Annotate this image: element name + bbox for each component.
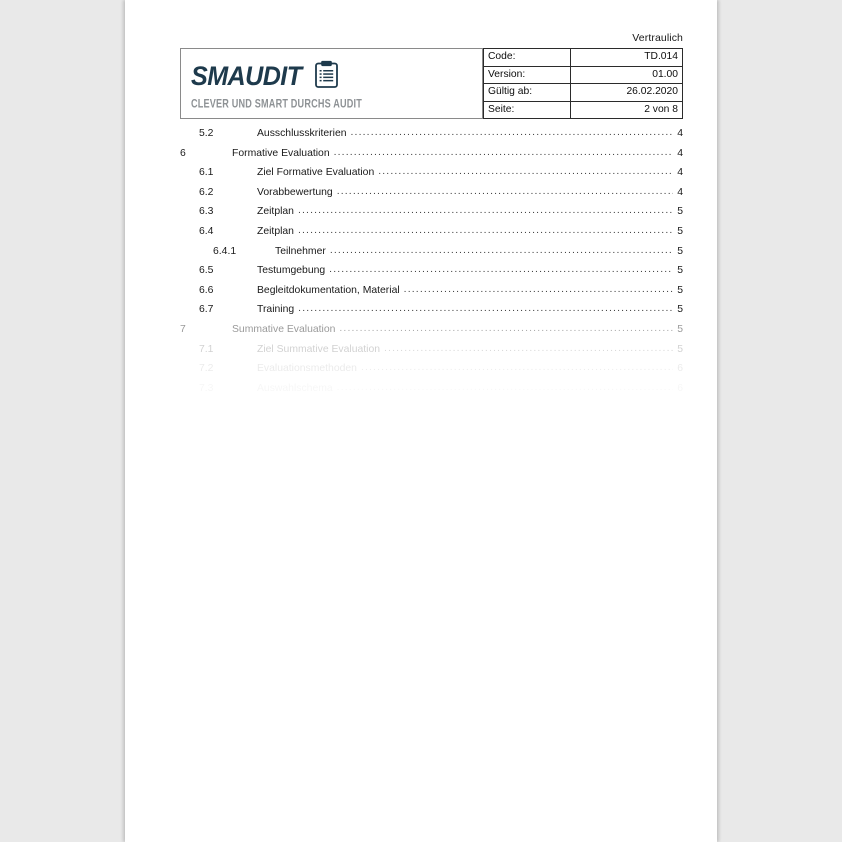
- meta-value-page: 2 von 8: [571, 101, 683, 119]
- toc-leader-dots: [361, 363, 673, 373]
- toc-entry-number: 6: [180, 147, 186, 159]
- meta-value-code: TD.014: [571, 49, 683, 67]
- toc-entry-page: 5: [677, 343, 683, 355]
- toc-entry[interactable]: [180, 167, 683, 187]
- logo-top-row: [191, 60, 338, 93]
- toc-entry[interactable]: [180, 187, 683, 207]
- clipboard-icon: [315, 60, 338, 93]
- toc-entry-title: Ziel Summative Evaluation: [257, 343, 381, 355]
- toc-entry-title: Ausschlusskriterien: [257, 128, 347, 139]
- toc-entry-number: 6.6: [199, 284, 214, 296]
- document-meta-body: [484, 49, 683, 119]
- toc-entry-page: 5: [677, 225, 683, 237]
- toc-leader-dots: [334, 148, 673, 158]
- meta-label-page: Seite:: [484, 101, 571, 119]
- toc-entry-page: 5: [677, 245, 683, 257]
- toc-entry-title: Vorabbewertung: [257, 186, 333, 198]
- toc-entry-number: 6.1: [199, 167, 214, 179]
- document-page: [125, 0, 717, 842]
- toc-entry[interactable]: [180, 304, 683, 324]
- toc-entry-page: [674, 383, 683, 394]
- confidentiality-label: Vertraulich: [632, 32, 683, 44]
- toc-entry-title: [257, 383, 336, 394]
- toc-entry-page: 5: [677, 323, 683, 335]
- toc-entry-title: Ziel Formative Evaluation: [257, 167, 375, 179]
- toc-entry-page: 4: [677, 167, 683, 179]
- toc-entry-page: 6: [677, 363, 683, 375]
- table-of-contents: [180, 128, 683, 402]
- toc-entry-number: 6.5: [199, 265, 214, 277]
- toc-entry-number: 7.1: [199, 343, 214, 355]
- table-row: [484, 84, 683, 102]
- toc-leader-dots: [298, 226, 673, 236]
- toc-entry-title: Formative Evaluation: [232, 147, 330, 159]
- toc-leader-dots: [351, 128, 673, 138]
- toc-entry-page: 4: [677, 186, 683, 198]
- toc-leader-dots: [404, 285, 673, 295]
- toc-leader-dots: [329, 265, 673, 275]
- meta-value-version: 01.00: [571, 66, 683, 84]
- toc-entry[interactable]: [180, 226, 683, 246]
- toc-entry-title: Training: [257, 304, 295, 316]
- document-meta-table: [483, 48, 683, 119]
- toc-entry[interactable]: [180, 383, 683, 403]
- toc-entry-page: 4: [677, 147, 683, 159]
- toc-entry[interactable]: [180, 206, 683, 226]
- toc-entry-number: 6.4.1: [213, 245, 237, 257]
- toc-entry[interactable]: [180, 128, 683, 148]
- meta-label-valid-from: Gültig ab:: [484, 84, 571, 102]
- toc-entry[interactable]: [180, 344, 683, 364]
- brand-logo: [191, 60, 367, 110]
- document-header: [180, 48, 683, 119]
- logo-wordmark: SMAUDIT: [191, 61, 302, 91]
- toc-leader-dots: [337, 383, 673, 393]
- table-row: [484, 49, 683, 67]
- toc-leader-dots: [339, 324, 673, 334]
- toc-entry-title: Summative Evaluation: [232, 323, 336, 335]
- toc-entry[interactable]: [180, 363, 683, 383]
- toc-entry[interactable]: [180, 265, 683, 285]
- toc-entry-number: 6.3: [199, 206, 214, 218]
- table-row: [484, 66, 683, 84]
- toc-entry-number: [199, 383, 257, 394]
- toc-entry-number: 7: [180, 323, 186, 335]
- toc-entry-number: 5.2: [199, 128, 214, 139]
- toc-entry[interactable]: [180, 285, 683, 305]
- toc-entry-page: 5: [677, 206, 683, 218]
- toc-leader-dots: [330, 246, 673, 256]
- toc-entry-title: Testumgebung: [257, 265, 326, 277]
- toc-leader-dots: [298, 206, 673, 216]
- meta-label-code: Code:: [484, 49, 571, 67]
- toc-entry-number: 6.2: [199, 186, 214, 198]
- toc-leader-dots: [337, 187, 673, 197]
- toc-entry-page: 5: [677, 284, 683, 296]
- toc-entry-page: 5: [677, 304, 683, 316]
- toc-entry[interactable]: [180, 246, 683, 266]
- toc-entry-title: Zeitplan: [257, 206, 294, 218]
- toc-entry-number: 6.4: [199, 225, 214, 237]
- toc-entry-title: Teilnehmer: [275, 245, 326, 257]
- toc-entry[interactable]: [180, 324, 683, 344]
- toc-entry[interactable]: [180, 148, 683, 168]
- meta-label-version: Version:: [484, 66, 571, 84]
- toc-leader-dots: [384, 344, 673, 354]
- toc-entry-page: 4: [677, 128, 683, 139]
- toc-entry-title: Zeitplan: [257, 225, 294, 237]
- toc-entry-number: 7.2: [199, 363, 214, 375]
- toc-entry-title: Begleitdokumentation, Material: [257, 284, 400, 296]
- toc-entry-page: 5: [677, 265, 683, 277]
- toc-entry-title: Evaluationsmethoden: [257, 363, 357, 375]
- toc-entry-number: 6.7: [199, 304, 214, 316]
- logo-tagline: CLEVER UND SMART DURCHS AUDIT: [191, 96, 363, 110]
- toc-leader-dots: [298, 304, 673, 314]
- table-row: [484, 101, 683, 119]
- meta-value-valid-from: 26.02.2020: [571, 84, 683, 102]
- logo-cell: [180, 48, 483, 119]
- toc-leader-dots: [378, 167, 673, 177]
